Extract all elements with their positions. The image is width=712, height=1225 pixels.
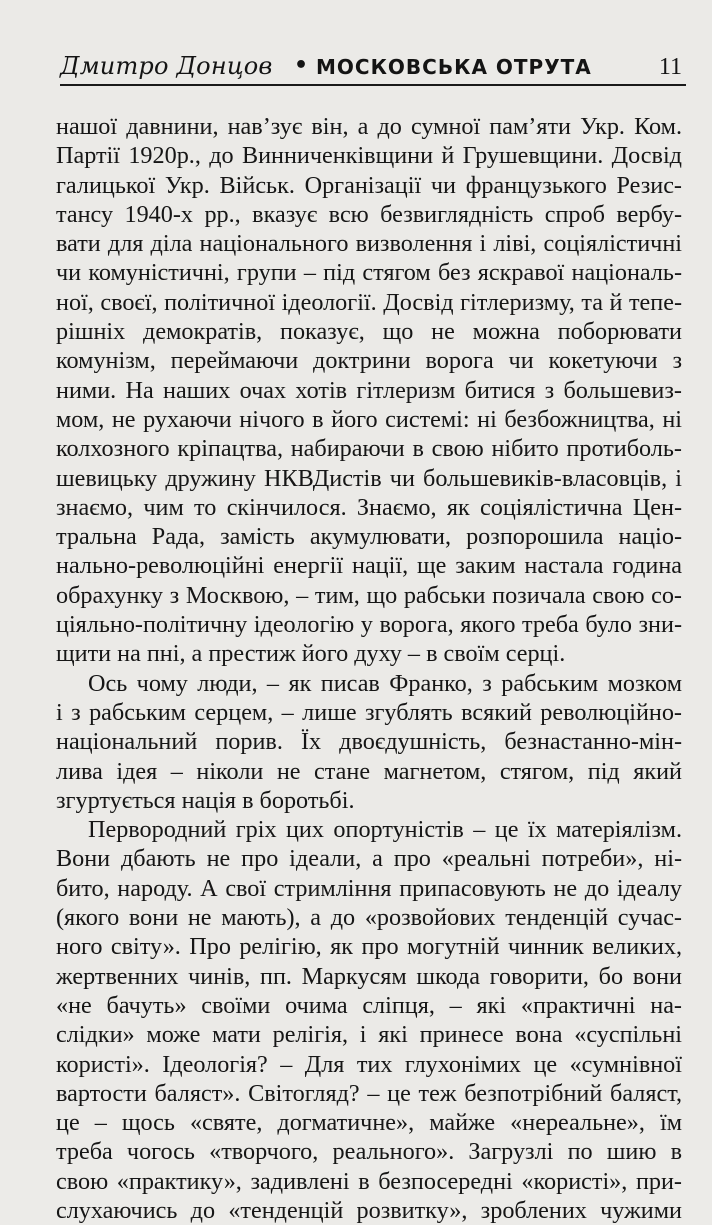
body-text (56, 112, 682, 1225)
text-line: Вони дбають не про ідеали, а про «реальні потреби», ні- (56, 845, 682, 873)
text-line: національний порив. Їх двоєдушність, безнастанно-мін- (56, 728, 682, 756)
text-line: ного світу». Про релігію, як про могутній чинник великих, (56, 933, 682, 961)
running-head-separator: • (294, 53, 309, 78)
text-line: Ось чому люди, – як писав Франко, з рабським мозком (88, 669, 682, 697)
text-line: жертвенних чинів, пп. Маркусям шкода говорити, бо вони (56, 962, 682, 990)
text-line: рішніх демократів, показує, що не можна поборювати (56, 318, 682, 346)
text-line: нашої давнини, нав’зує він, а до сумної пам’яти Укр. Ком. (56, 113, 682, 140)
text-line: вати для діла національного визволення і ліві, соціялістичні (56, 230, 682, 258)
text-line: нально-революційні енергії нації, ще заким настала година (56, 552, 682, 580)
running-head-author: Дмитро Донцов (60, 52, 273, 80)
text-line: комунізм, переймаючи доктрини ворога чи кокетуючи з (56, 347, 682, 375)
text-line: і з рабським серцем, – лише згублять всякий революційно- (56, 698, 682, 726)
text-line: треба чогось «творчого, реального». Загрузлі по шию в (56, 1138, 682, 1166)
text-line: слідки» може мати релігія, і які принесе вона «суспільні (56, 1021, 682, 1049)
text-line: «не бачуть» своїми очима сліпця, – які «практичні на- (56, 991, 682, 1019)
text-line: тральна Рада, замість акумулювати, розпорошила націо- (56, 523, 682, 551)
text-line: ної, своєї, політичної ідеології. Досвід гітлеризму, та й тепе- (56, 288, 682, 316)
text-line: чи комуністичні, групи – під стягом без яскравої національ- (56, 259, 682, 287)
text-line: мом, не рухаючи нічого в його системі: ні безбожництва, ні (56, 405, 682, 433)
running-head-title: МОСКОВСЬКА ОТРУТА (316, 55, 592, 79)
text-line: бито, народу. А свої стримління припасовують не до ідеалу (56, 874, 682, 902)
text-line: колхозного кріпацтва, набираючи в свою нібито протиболь- (56, 435, 682, 463)
text-line: (якого вони не мають), а до «розвойових тенденцій сучас- (56, 904, 682, 932)
text-line: знаємо, чим то скінчилося. Знаємо, як соціялістична Цен- (56, 493, 682, 521)
text-line: свою «практику», задивлені в безпосередні «користі», при- (56, 1167, 682, 1195)
text-line: шевицьку дружину НКВДистів чи большевиків-власовців, і (56, 464, 682, 492)
text-line: щити на пні, а престиж його духу – в своїм серці. (56, 640, 566, 668)
text-line: обрахунку з Москвою, – тим, що рабськи позичала свою со- (56, 581, 682, 609)
text-line: вартости баляст». Світогляд? – це теж безпотрібний баляст, (56, 1079, 682, 1107)
text-line: ціяльно-політичну ідеологію у ворога, якого треба було зни- (56, 611, 682, 639)
page-number: 11 (658, 54, 682, 80)
running-head (60, 48, 690, 84)
text-line: користі». Ідеологія? – Для тих глухонімих це «сумнівної (56, 1050, 682, 1078)
text-line: галицької Укр. Військ. Організації чи французького Резис- (56, 171, 682, 199)
text-line: лива ідея – ніколи не стане магнетом, стягом, під який (56, 757, 682, 785)
text-line: Партії 1920р., до Винниченківщини й Грушевщини. Досвід (56, 142, 682, 170)
header-rule (60, 84, 686, 86)
text-line: це – щось «святе, догматичне», майже «нереальне», їм (56, 1109, 682, 1137)
text-line: ними. На наших очах хотів гітлеризм битися з большевиз- (56, 376, 682, 404)
text-line: тансу 1940-х рр., вказує всю безвиглядність спроб вербу- (56, 200, 682, 228)
text-line: згуртується нація в боротьбі. (56, 786, 355, 814)
text-line: слухаючись до «тенденцій розвитку», зроблених чужими (56, 1196, 682, 1224)
text-line: Первородний гріх цих опортуністів – це їх матеріялізм. (88, 816, 682, 844)
